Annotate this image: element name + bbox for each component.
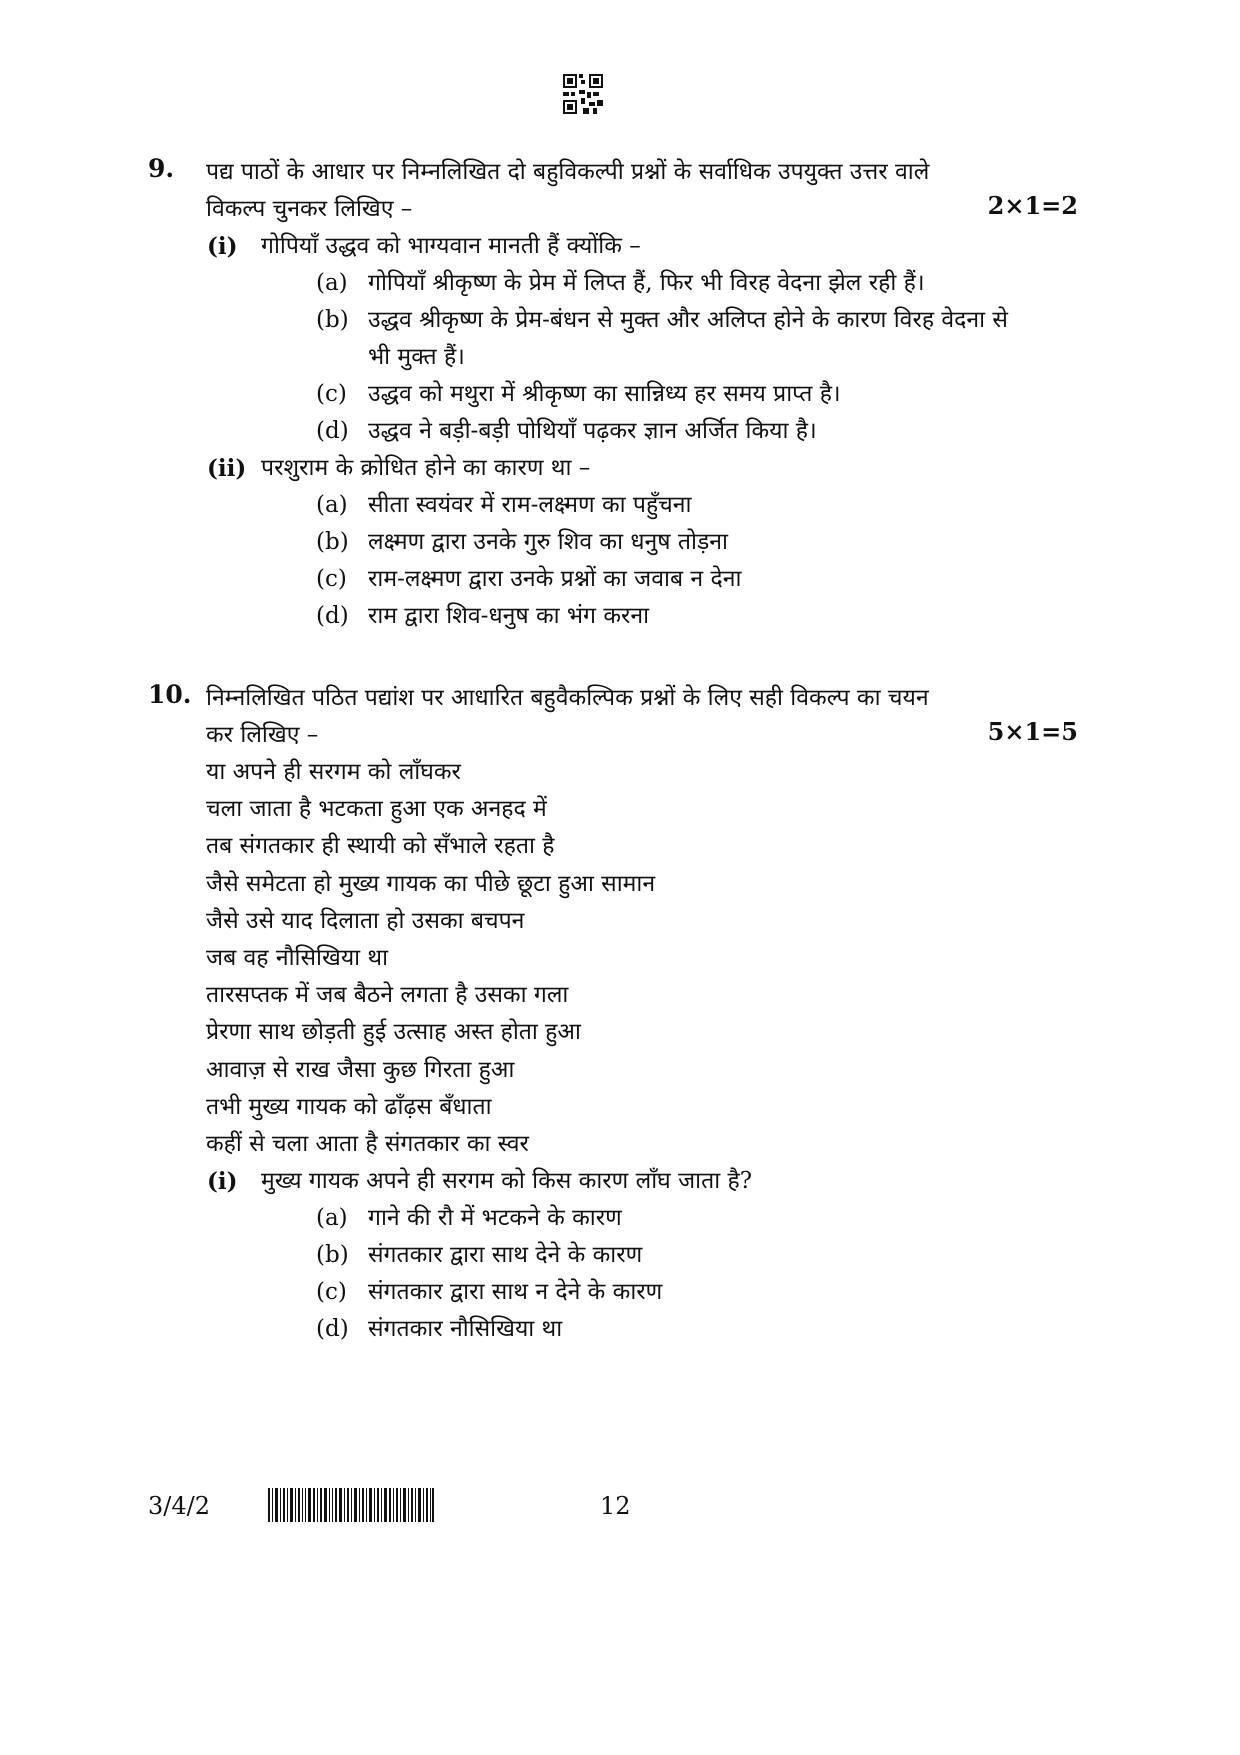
option-label: (c) bbox=[316, 566, 347, 592]
option-label: (b) bbox=[316, 307, 349, 333]
option-label: (c) bbox=[316, 381, 347, 407]
subquestion-text: गोपियाँ उद्धव को भाग्यवान मानती हैं क्योंकि – bbox=[261, 233, 641, 259]
subquestion-text: परशुराम के क्रोधित होने का कारण था – bbox=[261, 455, 591, 481]
option bbox=[316, 265, 1036, 302]
subquestion bbox=[207, 1163, 976, 1200]
option-label: (c) bbox=[316, 1279, 347, 1306]
subquestion-label: (i) bbox=[207, 233, 238, 260]
option bbox=[316, 376, 1036, 413]
barcode-icon bbox=[268, 1488, 434, 1522]
poem-line: तारसप्तक में जब बैठने लगता है उसका गला bbox=[206, 982, 569, 1009]
poem-line: जैसे उसे याद दिलाता हो उसका बचपन bbox=[206, 907, 525, 934]
question-10 bbox=[148, 680, 1078, 1380]
option-text: गाने की रौ में भटकने के कारण bbox=[368, 1205, 622, 1232]
option bbox=[316, 1237, 1036, 1274]
poem-line: तब संगतकार ही स्थायी को सँभाले रहता है bbox=[206, 833, 555, 860]
poem-line: या अपने ही सरगम को लाँघकर bbox=[206, 759, 461, 785]
paper-code: 3/4/2 bbox=[148, 1492, 210, 1520]
subquestion bbox=[207, 228, 976, 265]
option bbox=[316, 487, 1036, 524]
option-label: (d) bbox=[316, 603, 349, 629]
option bbox=[316, 1200, 1036, 1237]
question-number: 10. bbox=[148, 680, 192, 709]
option-text: लक्ष्मण द्वारा उनके गुरु शिव का धनुष तोड़ना bbox=[368, 529, 728, 555]
question-marks: 5×1=5 bbox=[987, 717, 1078, 746]
option-text: उद्धव श्रीकृष्ण के प्रेम-बंधन से मुक्त और अलिप्त होने के कारण विरह वेदना से भी मुक्त हैं। bbox=[368, 307, 1008, 370]
option bbox=[316, 561, 1036, 598]
option-text: संगतकार द्वारा साथ न देने के कारण bbox=[368, 1279, 663, 1306]
option bbox=[316, 413, 1036, 450]
question-number: 9. bbox=[148, 154, 175, 183]
option-label: (b) bbox=[316, 1242, 349, 1269]
subquestion-text: मुख्य गायक अपने ही सरगम को किस कारण लाँघ जाता है? bbox=[261, 1168, 753, 1195]
option-label: (a) bbox=[316, 492, 348, 518]
option-label: (d) bbox=[316, 418, 349, 444]
option-text: संगतकार द्वारा साथ देने के कारण bbox=[368, 1242, 643, 1269]
option-label: (d) bbox=[316, 1316, 349, 1343]
poem-line: कहीं से चला आता है संगतकार का स्वर bbox=[206, 1131, 529, 1158]
poem-line: आवाज़ से राख जैसा कुछ गिरता हुआ bbox=[206, 1056, 515, 1083]
option bbox=[316, 524, 1036, 561]
option bbox=[316, 1274, 1036, 1311]
subquestion-label: (i) bbox=[207, 1168, 238, 1196]
option bbox=[316, 1311, 1036, 1348]
question-body bbox=[206, 680, 976, 1348]
question-body bbox=[206, 154, 1008, 635]
question-marks: 2×1=2 bbox=[987, 191, 1078, 220]
qr-code-icon bbox=[563, 74, 603, 114]
option-label: (a) bbox=[316, 270, 348, 296]
page-number: 12 bbox=[600, 1492, 631, 1520]
option-label: (a) bbox=[316, 1205, 348, 1232]
poem-line: तभी मुख्य गायक को ढाँढ़स बँधाता bbox=[206, 1093, 492, 1120]
option-text: सीता स्वयंवर में राम-लक्ष्मण का पहुँचना bbox=[368, 492, 692, 518]
option-label: (b) bbox=[316, 529, 349, 555]
option-text: संगतकार नौसिखिया था bbox=[368, 1316, 563, 1343]
poem-line: प्रेरणा साथ छोड़ती हुई उत्साह अस्त होता हुआ bbox=[206, 1019, 581, 1046]
subquestion bbox=[207, 450, 976, 487]
option-text: राम द्वारा शिव-धनुष का भंग करना bbox=[368, 603, 650, 629]
option-text: उद्धव को मथुरा में श्रीकृष्ण का सान्निध्य हर समय प्राप्त है। bbox=[368, 381, 841, 407]
option bbox=[316, 302, 1036, 376]
question-9 bbox=[148, 154, 1078, 654]
question-stem-line: कर लिखिए – bbox=[206, 722, 319, 748]
subquestion-label: (ii) bbox=[207, 455, 247, 482]
option-text: उद्धव ने बड़ी-बड़ी पोथियाँ पढ़कर ज्ञान अर्जित किया है। bbox=[368, 418, 817, 444]
poem-line: जब वह नौसिखिया था bbox=[206, 945, 389, 972]
option-text: गोपियाँ श्रीकृष्ण के प्रेम में लिप्त हैं, फिर भी विरह वेदना झेल रही हैं। bbox=[368, 270, 925, 296]
poem-excerpt bbox=[206, 754, 976, 1163]
question-stem-line: पद्य पाठों के आधार पर निम्नलिखित दो बहुविकल्पी प्रश्नों के सर्वाधिक उपयुक्त उत्तर वाले bbox=[206, 159, 930, 185]
question-stem-line: निम्नलिखित पठित पद्यांश पर आधारित बहुवैकल्पिक प्रश्नों के लिए सही विकल्प का चयन bbox=[206, 685, 929, 711]
option bbox=[316, 598, 1036, 635]
question-stem-line: विकल्प चुनकर लिखिए – bbox=[206, 196, 413, 222]
poem-line: चला जाता है भटकता हुआ एक अनहद में bbox=[206, 796, 547, 823]
option-text: राम-लक्ष्मण द्वारा उनके प्रश्नों का जवाब न देना bbox=[368, 566, 742, 592]
poem-line: जैसे समेटता हो मुख्य गायक का पीछे छूटा हुआ सामान bbox=[206, 870, 656, 897]
